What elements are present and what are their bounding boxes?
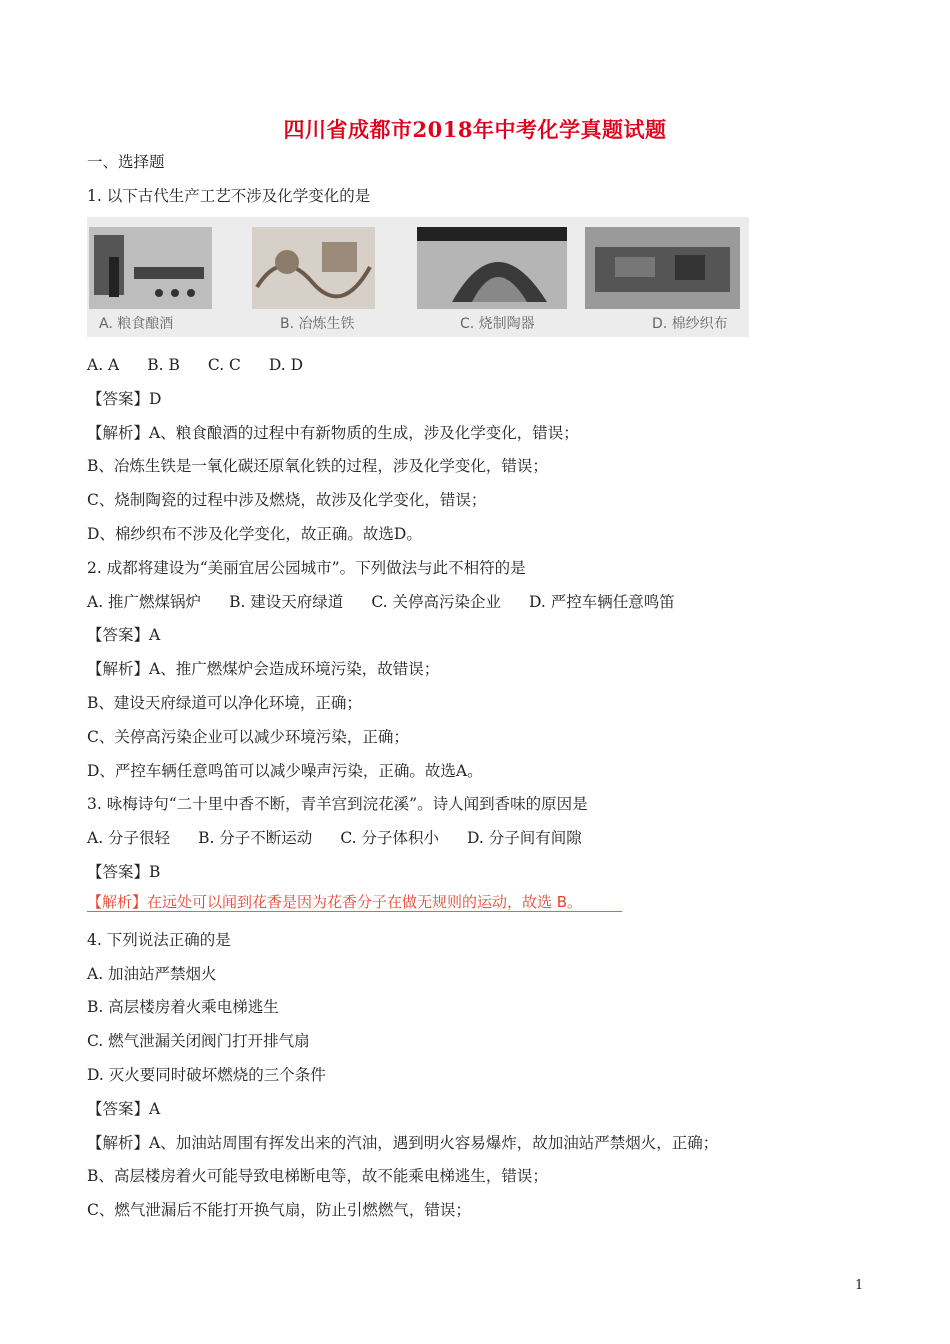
analysis-underline: [87, 911, 622, 912]
question-1-options: [87, 355, 331, 375]
question-2-analysis-a: 【解析】A、推广燃煤炉会造成环境污染，故错误；: [87, 660, 440, 678]
question-4-option-c: C. 燃气泄漏关闭阀门打开排气扇: [87, 1032, 310, 1050]
section-heading: 一、选择题: [87, 153, 165, 171]
page-number: 1: [855, 1278, 864, 1293]
option-c: C. 分子体积小: [340, 829, 439, 847]
question-1-stem: 1. 以下古代生产工艺不涉及化学变化的是: [87, 187, 371, 205]
question-4-option-a: A. 加油站严禁烟火: [87, 965, 217, 983]
question-1-analysis-c: C、烧制陶瓷的过程中涉及燃烧，故涉及化学变化，错误；: [87, 491, 487, 509]
question-1-analysis-d: D、棉纱织布不涉及化学变化，故正确。故选D。: [87, 525, 422, 543]
caption-a: A. 粮食酿酒: [99, 316, 174, 332]
option-d: D. D: [268, 356, 304, 374]
question-4-answer: 【答案】A: [87, 1100, 161, 1118]
option-d: D. 分子间有间隙: [466, 829, 582, 847]
option-a: A. 分子很轻: [87, 829, 171, 847]
option-c: C. C: [207, 356, 241, 374]
question-2-stem: 2. 成都将建设为“美丽宜居公园城市”。下列做法与此不相符的是: [87, 559, 526, 577]
question-3-options: [87, 828, 610, 848]
question-4-stem: 4. 下列说法正确的是: [87, 931, 231, 949]
question-2-answer: 【答案】A: [87, 626, 161, 644]
question-1-answer: 【答案】D: [87, 390, 162, 408]
option-c: C. 关停高污染企业: [371, 593, 501, 611]
option-a: A. 推广燃煤锅炉: [87, 593, 202, 611]
question-4-option-d: D. 灭火要同时破坏燃烧的三个条件: [87, 1066, 326, 1084]
question-3-stem: 3. 咏梅诗句“二十里中香不断，青羊宫到浣花溪”。诗人闻到香味的原因是: [87, 795, 588, 813]
question-1-image: [87, 217, 749, 337]
question-2-analysis-b: B、建设天府绿道可以净化环境，正确；: [87, 694, 362, 712]
image-c-pottery: [417, 227, 567, 309]
image-d-weaving: [585, 227, 740, 309]
option-d: D. 严控车辆任意鸣笛: [528, 593, 675, 611]
image-a-brewing: [89, 227, 212, 309]
question-1-analysis-b: B、冶炼生铁是一氧化碳还原氧化铁的过程，涉及化学变化，错误；: [87, 457, 548, 475]
question-1-analysis-a: 【解析】A、粮食酿酒的过程中有新物质的生成，涉及化学变化，错误；: [87, 424, 579, 442]
question-4-analysis-a: 【解析】A、加油站周围有挥发出来的汽油，遇到明火容易爆炸，故加油站严禁烟火，正确；: [87, 1134, 719, 1152]
question-4-analysis-b: B、高层楼房着火可能导致电梯断电等，故不能乘电梯逃生，错误；: [87, 1167, 548, 1185]
question-2-options: [87, 592, 703, 612]
question-4-option-b: B. 高层楼房着火乘电梯逃生: [87, 998, 279, 1016]
page-title: 四川省成都市2018年中考化学真题试题: [283, 117, 667, 142]
question-4-analysis-c: C、燃气泄漏后不能打开换气扇，防止引燃燃气，错误；: [87, 1201, 471, 1219]
option-a: A. A: [87, 356, 120, 374]
caption-b: B. 冶炼生铁: [280, 316, 355, 332]
caption-d: D. 棉纱织布: [652, 316, 728, 332]
question-3-analysis: 【解析】在远处可以闻到花香是因为花香分子在做无规则的运动，故选 B。: [87, 893, 583, 911]
caption-c: C. 烧制陶器: [460, 316, 535, 332]
question-2-analysis-c: C、关停高污染企业可以减少环境污染，正确；: [87, 728, 409, 746]
option-b: B. B: [147, 356, 180, 374]
image-b-smelting: [252, 227, 375, 309]
option-b: B. 分子不断运动: [198, 829, 313, 847]
question-2-analysis-d: D、严控车辆任意鸣笛可以减少噪声污染，正确。故选A。: [87, 762, 483, 780]
question-3-answer: 【答案】B: [87, 863, 161, 881]
option-b: B. 建设天府绿道: [229, 593, 344, 611]
